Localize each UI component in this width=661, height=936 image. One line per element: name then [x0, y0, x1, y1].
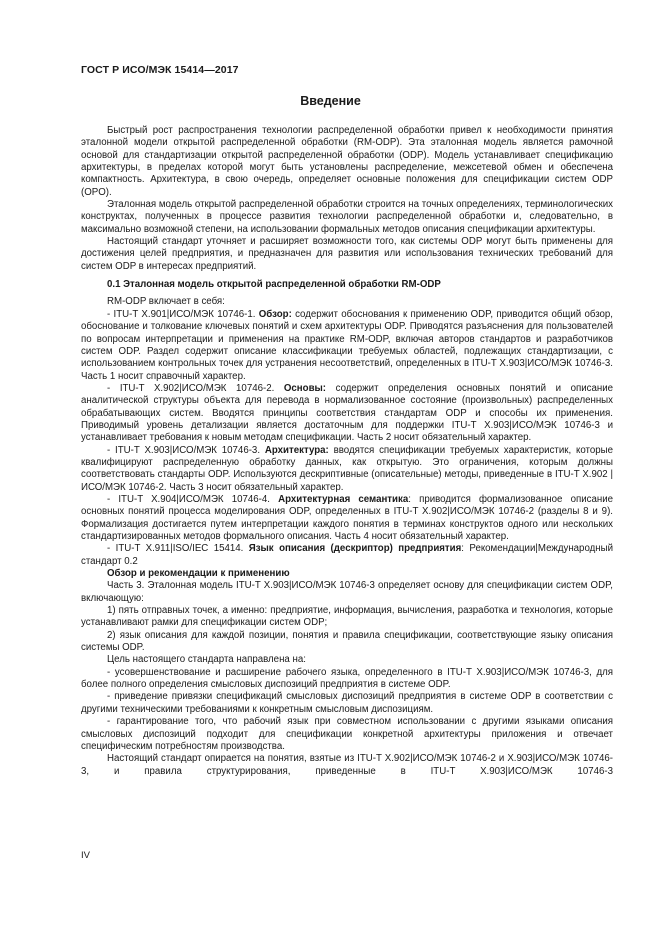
intro-paragraph: Быстрый рост распространения технологии распределенной обработки привел к необходимости принятия эталонной модели открытой распределенной обработки (RM-ODP). Эта эталонная модель является рамочной основой для стандартизации открытой распределенной обработки (ODP). Модель устанавливает спецификацию архитектуры, в пределах которой могут быть установлены распределение, межсетевой обмен и обеспечена компактность. Архитектура, в свою очередь, определяет основные положения для спецификации систем ODP (OPO). — [81, 125, 613, 198]
document-header: ГОСТ Р ИСО/МЭК 15414—2017 — [81, 64, 239, 76]
goal-item: - гарантирование того, что рабочий язык при совместном использовании с другими языками описания смысловых диспозиций подходит для спецификации конкретной архитектуры приложения и отвечает специфическим потребностям производства. — [81, 716, 613, 752]
goal-intro: Цель настоящего стандарта направлена на: — [107, 654, 306, 666]
section-heading: 0.1 Эталонная модель открытой распределенной обработки RM-ODP — [107, 279, 441, 291]
page-title: Введение — [300, 94, 361, 108]
part-item: - ITU-T X.903|ИСО/МЭК 10746-3. Архитектура: вводятся спецификации требуемых характеристик, которые квалифицируют распределенную обработку данных, как открытую. Это ограничения, которым должны соответствовать стандарты ODP. Используются дескриптивные (описательные) методы, приведенные в ITU-T X.902 | ИСО/МЭК 10746-2. Часть 3 носит обязательный характер. — [81, 444, 613, 493]
goal-item: - приведение привязки спецификаций смысловых диспозиций предприятия в системе ODP в соответствии с другими техническими требованиями к конкретным смысловым диспозициям. — [81, 691, 613, 715]
page-number: IV — [81, 850, 90, 861]
numbered-item: 1) пять отправных точек, а именно: предприятие, информация, вычисления, разработка и технология, которые устанавливают рамки для спецификации систем ODP; — [81, 605, 613, 629]
intro-paragraph: Настоящий стандарт уточняет и расширяет возможности того, как системы ODP могут быть применены для достижения целей предприятия, и предназначен для развития или использования технических требований для систем ODP в интересах предприятий. — [81, 236, 613, 272]
closing-paragraph: Настоящий стандарт опирается на понятия, взятые из ITU-T X.902|ИСО/МЭК 10746-2 и X.903|ИСО/МЭК 10746-3, и правила структурирования, приведенные в ITU-T X.903|ИСО/МЭК 10746-3 — [81, 753, 613, 777]
document-body — [81, 125, 613, 778]
subsection-heading: Обзор и рекомендации к применению — [107, 568, 290, 580]
numbered-item: 2) язык описания для каждой позиции, понятия и правила спецификации, соответствующие языку описания системы ODP. — [81, 629, 613, 654]
part3-intro: Часть 3. Эталонная модель ITU-T X.903|ИСО/МЭК 10746-3 определяет основу для спецификации систем ODP, включающую: — [81, 580, 613, 604]
part-item: - ITU-T X.911|ISO/IEC 15414. Язык описания (дескриптор) предприятия: Рекомендации|Международный стандарт 0.2 — [81, 543, 613, 567]
intro-paragraph: Эталонная модель открытой распределенной обработки строится на точных определениях, терминологических конструктах, полученных в процессе развития технологии распределенной обработки и, следовательно, в максимально возможной степени, на использовании формальных методов описания спецификации архитектуры. — [81, 199, 613, 235]
part-item: - ITU-T X.901|ИСО/МЭК 10746-1. Обзор: содержит обоснования к применению ODP, приводится общий обзор, обоснование и толкование ключевых понятий и схем архитектуры ODP. Приводятся разъяснения для пользователей по вопросам интерпретации и применения на практике RM-ODP, включая авторов стандартов и разработчиков систем ODP. Раздел содержит описание классификации требуемых областей, подлежащих стандартизации, с использованием контрольных точек для устранения несоответствий, определенных в ITU-T X.903|ИСО/МЭК 10746-3. Часть 1 носит справочный характер. — [81, 308, 613, 382]
goal-item: - усовершенствование и расширение рабочего языка, определенного в ITU-T X.903|ИСО/МЭК 10746-3, для более полного определения смысловых диспозиций предприятия в системе ODP. — [81, 666, 613, 691]
part-item: - ITU-T X.904|ИСО/МЭК 10746-4. Архитектурная семантика: приводится формализованное описание основных понятий процесса моделирования ODP, определенных в ITU-T X.902|ИСО/МЭК 10746-2 (разделы 8 и 9). Формализация достигается путем интерпретации каждого понятия в терминах конструктов одного или нескольких стандартизированных методов формального описания. Часть 4 носит обязательный характер. — [81, 493, 613, 542]
includes-line: RM-ODP включает в себя: — [107, 296, 225, 308]
part-item: - ITU-T X.902|ИСО/МЭК 10746-2. Основы: содержит определения основных понятий и описание аналитической структуры объекта для перевода в нормализованное состояние (произвольных) распределенных обрабатывающих систем. Вводятся принципы соответствия стандартам ODP и способы их применения. Приводимый уровень детализации является достаточным для поддержки ITU-T X.903|ИСО/МЭК 10746-3 и устанавливает требования к новым методам спецификации. Часть 2 носит обязательный характер. — [81, 382, 613, 444]
